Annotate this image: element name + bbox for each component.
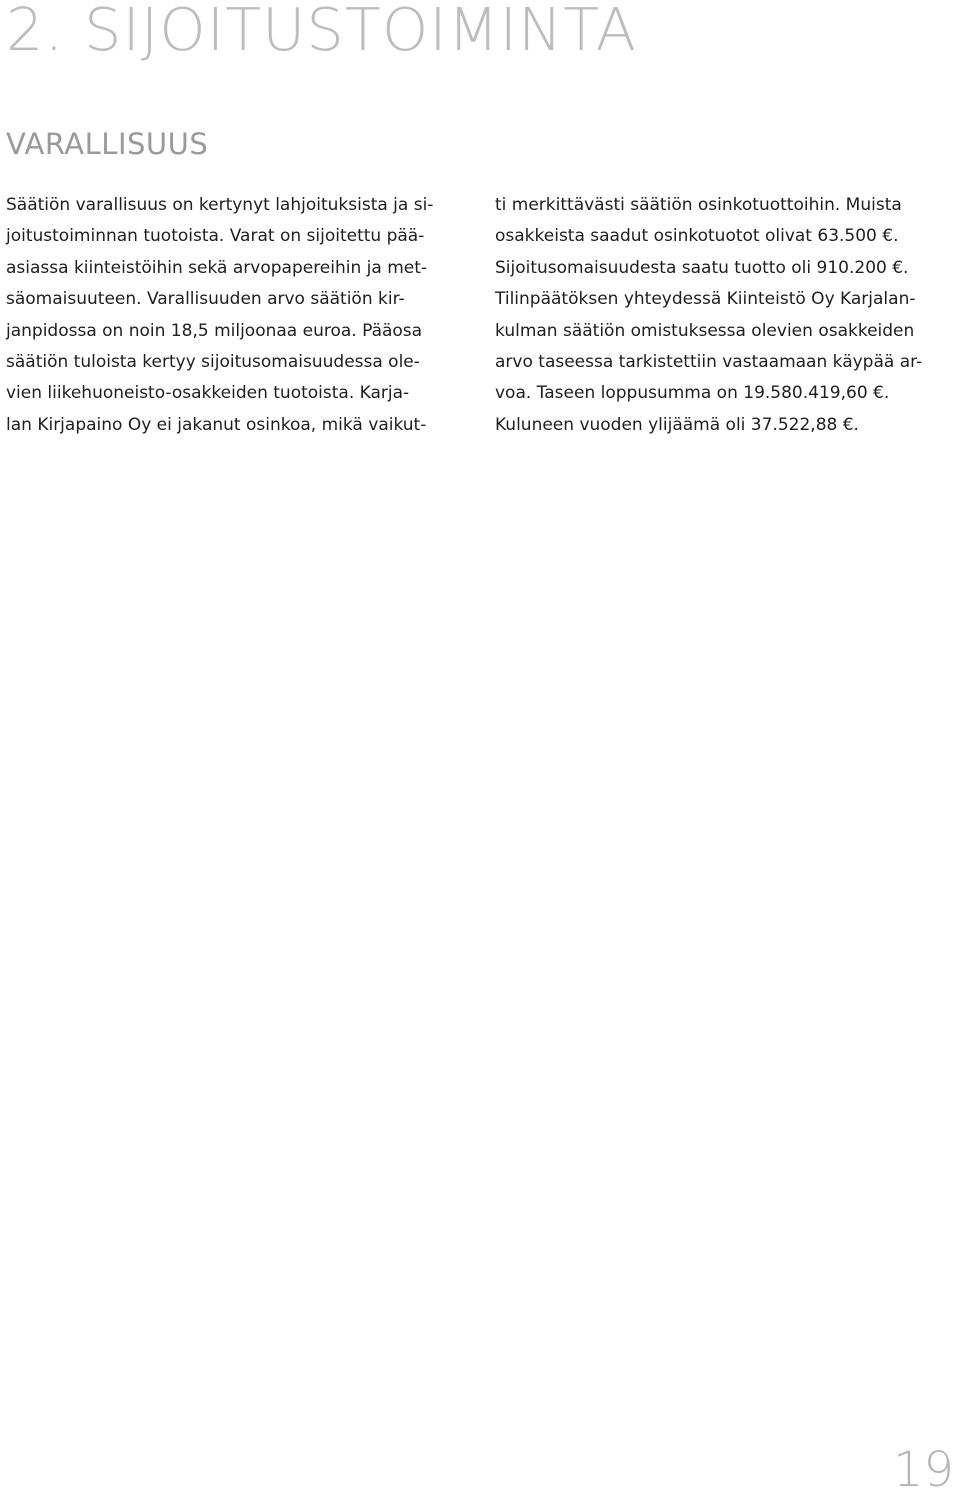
chapter-title: 2. SIJOITUSTOIMINTA: [6, 0, 637, 64]
body-text-line: ti merkittävästi säätiön osinkotuottoihin. Muista: [495, 195, 902, 215]
body-text-line: Tilinpäätöksen yhteydessä Kiinteistö Oy Karjalan-: [495, 289, 916, 310]
section-heading: VARALLISUUS: [6, 127, 209, 161]
body-text-line: Säätiön varallisuus on kertynyt lahjoituksista ja si-: [6, 195, 434, 215]
body-text-line: osakkeista saadut osinkotuotot olivat 63.500 €.: [495, 226, 899, 247]
body-text-right-column: [495, 190, 960, 441]
body-text-line: Sijoitusomaisuudesta saatu tuotto oli 910.200 €.: [495, 257, 909, 278]
body-text-line: Kuluneen vuoden ylijäämä oli 37.522,88 €.: [495, 414, 859, 435]
page-number: 19: [892, 1442, 954, 1498]
body-text-left-column: [6, 190, 468, 441]
body-text-line: voa. Taseen loppusumma on 19.580.419,60 €.: [495, 383, 890, 404]
body-text-line: säätiön tuloista kertyy sijoitusomaisuudessa ole-: [6, 351, 420, 372]
body-text-line: säomaisuuteen. Varallisuuden arvo säätiön kir-: [6, 289, 405, 310]
body-text-line: janpidossa on noin 18,5 miljoonaa euroa. Pääosa: [6, 320, 423, 341]
body-text-line: arvo taseessa tarkistettiin vastaamaan käypää ar-: [495, 351, 923, 372]
body-text-line: joitustoiminnan tuotoista. Varat on sijoitettu pää-: [6, 226, 425, 247]
body-text-line: vien liikehuoneisto-osakkeiden tuotoista. Karja-: [6, 383, 410, 404]
body-text-line: lan Kirjapaino Oy ei jakanut osinkoa, mikä vaikut-: [6, 414, 427, 435]
body-text-line: kulman säätiön omistuksessa olevien osakkeiden: [495, 320, 915, 341]
body-text-line: asiassa kiinteistöihin sekä arvopapereihin ja met-: [6, 257, 428, 278]
